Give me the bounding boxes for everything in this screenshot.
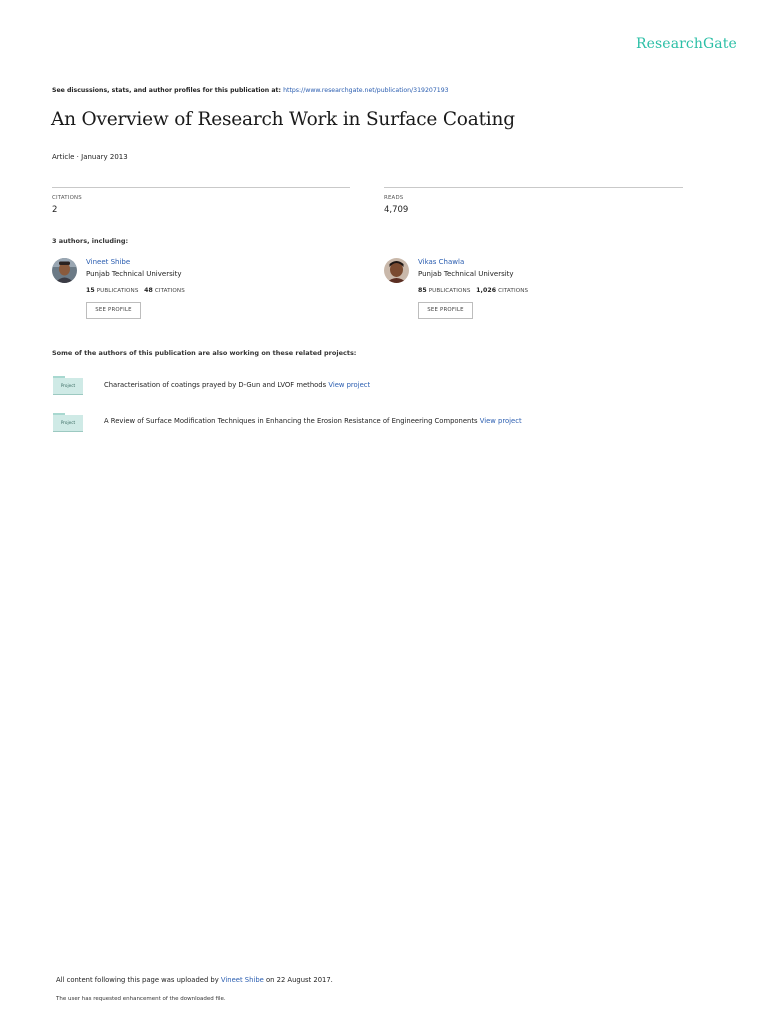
publications-label: PUBLICATIONS <box>96 288 139 294</box>
project-item <box>104 417 522 425</box>
avatar[interactable] <box>52 258 77 283</box>
publication-meta: Article · January 2013 <box>52 153 128 161</box>
view-project-link[interactable]: View project <box>479 417 522 425</box>
author-stats <box>86 287 185 294</box>
discussion-text: See discussions, stats, and author profiles for this publication at: <box>52 87 284 94</box>
citations-label: CITATIONS <box>154 288 185 294</box>
publications-count: 15 <box>86 287 95 294</box>
citations-value: 2 <box>52 205 58 215</box>
view-project-link[interactable]: View project <box>328 381 371 389</box>
publications-count: 85 <box>418 287 427 294</box>
project-title: A Review of Surface Modification Techniques in Enhancing the Erosion Resistance of Engineering Components <box>104 417 478 425</box>
reads-value: 4,709 <box>384 205 409 215</box>
divider-reads <box>384 187 683 188</box>
reads-label: READS <box>384 195 404 201</box>
upload-prefix: All content following this page was uploaded by <box>56 976 221 984</box>
see-profile-button[interactable]: SEE PROFILE <box>86 302 141 319</box>
enhancement-note: The user has requested enhancement of the downloaded file. <box>56 996 226 1002</box>
project-title: Characterisation of coatings prayed by D-Gun and LVOF methods <box>104 381 327 389</box>
upload-note <box>56 976 333 984</box>
authors-heading: 3 authors, including: <box>52 237 129 245</box>
upload-suffix: on 22 August 2017. <box>263 976 333 984</box>
author-stats <box>418 287 528 294</box>
researchgate-logo[interactable]: ResearchGate <box>636 36 737 52</box>
project-folder-icon <box>53 376 83 394</box>
citations-label: CITATIONS <box>498 288 529 294</box>
divider-citations <box>52 187 350 188</box>
avatar[interactable] <box>384 258 409 283</box>
related-projects-heading: Some of the authors of this publication are also working on these related projects: <box>52 349 357 357</box>
see-profile-button[interactable]: SEE PROFILE <box>418 302 473 319</box>
author-institution: Punjab Technical University <box>86 270 182 278</box>
discussion-line <box>52 87 449 94</box>
author-institution: Punjab Technical University <box>418 270 514 278</box>
author-name-link[interactable]: Vikas Chawla <box>418 258 465 266</box>
author-name-link[interactable]: Vineet Shibe <box>86 258 131 266</box>
project-folder-icon <box>53 413 83 431</box>
publication-title: An Overview of Research Work in Surface Coating <box>51 109 515 130</box>
publication-url-link[interactable]: https://www.researchgate.net/publication/319207193 <box>283 87 449 94</box>
uploader-link[interactable]: Vineet Shibe <box>220 976 264 984</box>
project-item <box>104 381 370 389</box>
citations-label: CITATIONS <box>52 195 82 201</box>
citations-count: 1,026 <box>476 287 497 294</box>
project-icon-label: Project <box>53 378 83 395</box>
citations-count: 48 <box>144 287 153 294</box>
publications-label: PUBLICATIONS <box>428 288 471 294</box>
project-icon-label: Project <box>53 415 83 432</box>
